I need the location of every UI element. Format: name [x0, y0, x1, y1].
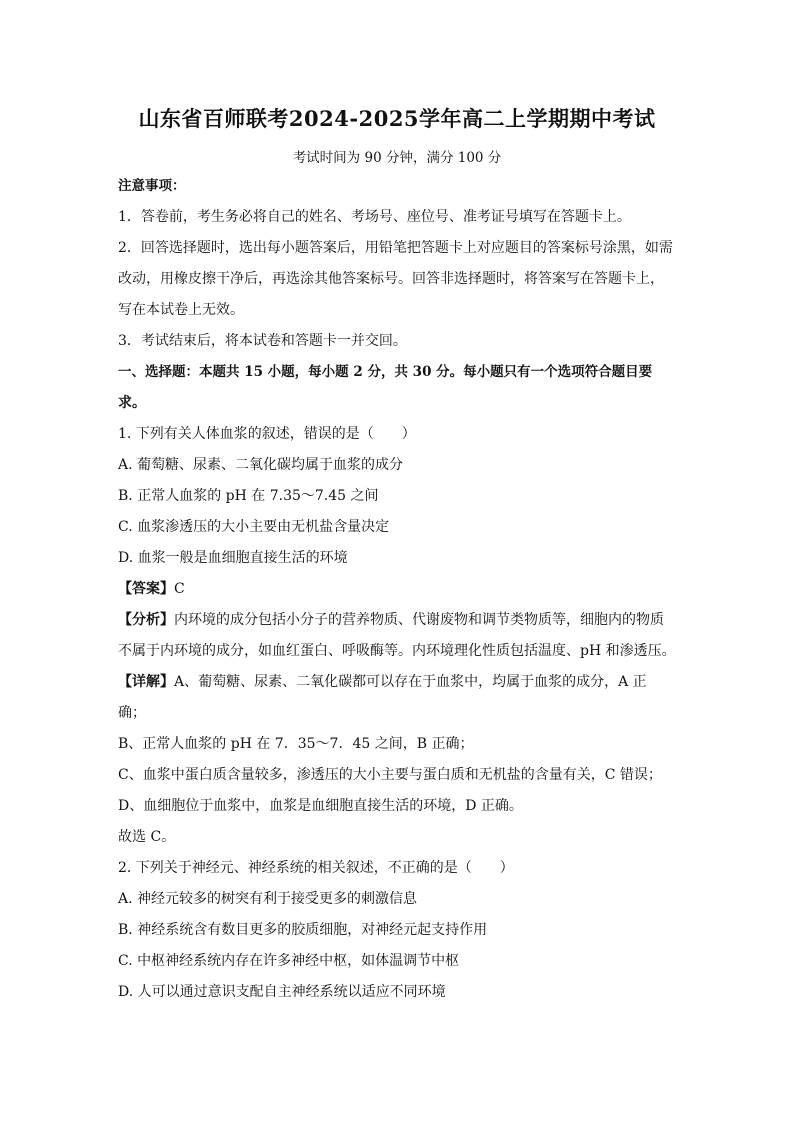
notice-heading: 注意事项：	[118, 178, 186, 194]
question-1-detail-line-2: 确；	[118, 705, 146, 721]
notice-item-2-line-1: 2．回答选择题时，选出每小题答案后，用铅笔把答题卡上对应题目的答案标号涂黑，如需	[118, 240, 673, 256]
question-1-option-b: B. 正常人血浆的 pH 在 7.35～7.45 之间	[118, 488, 379, 504]
exam-time-note: 考试时间为 90 分钟，满分 100 分	[292, 150, 502, 166]
question-2-option-d: D. 人可以通过意识支配自主神经系统以适应不同环境	[118, 984, 446, 1000]
notice-item-3: 3．考试结束后，将本试卷和答题卡一并交回。	[118, 333, 407, 349]
question-2-option-b: B. 神经系统含有数目更多的胶质细胞，对神经元起支持作用	[118, 922, 488, 938]
question-1-option-d: D. 血浆一般是血细胞直接生活的环境	[118, 550, 348, 566]
question-1-analysis-line-2: 不属于内环境的成分，如血红蛋白、呼吸酶等。内环境理化性质包括温度、pH 和渗透压。	[118, 643, 676, 659]
question-2-option-a: A. 神经元较多的树突有利于接受更多的刺激信息	[118, 891, 418, 907]
question-1-option-a: A. 葡萄糖、尿素、二氧化碳均属于血浆的成分	[118, 457, 404, 473]
analysis-tag: 【分析】	[118, 612, 174, 628]
question-1-answer	[118, 579, 678, 599]
detail-text: A、葡萄糖、尿素、二氧化碳都可以存在于血浆中，均属于血浆的成分，A 正	[174, 674, 647, 690]
question-1-detail-line-3: B、正常人血浆的 pH 在 7．35～7．45 之间，B 正确；	[118, 736, 474, 752]
question-1-option-c: C. 血浆渗透压的大小主要由无机盐含量决定	[118, 519, 390, 535]
notice-item-2-line-3: 写在本试卷上无效。	[118, 302, 244, 318]
analysis-text: 内环境的成分包括小分子的营养物质、代谢废物和调节类物质等，细胞内的物质	[174, 612, 664, 628]
section-heading-line-1: 一、选择题：本题共 15 小题，每小题 2 分，共 30 分。每小题只有一个选项符合题目要	[118, 364, 653, 380]
question-2-option-c: C. 中枢神经系统内存在许多神经中枢，如体温调节中枢	[118, 953, 460, 969]
question-1-analysis-line-1	[118, 610, 678, 630]
answer-tag: 【答案】	[118, 581, 174, 597]
page-title: 山东省百师联考2024-2025学年高二上学期期中考试	[138, 106, 656, 131]
question-2-stem: 2. 下列关于神经元、神经系统的相关叙述，不正确的是（ ）	[118, 860, 514, 876]
question-1-detail-line-1	[118, 672, 678, 692]
question-1-detail-line-4: C、血浆中蛋白质含量较多，渗透压的大小主要与蛋白质和无机盐的含量有关，C 错误；	[118, 767, 662, 783]
notice-item-2-line-2: 改动，用橡皮擦干净后，再选涂其他答案标号。回答非选择题时，将答案写在答题卡上，	[118, 271, 664, 287]
question-1-conclusion: 故选 C。	[118, 829, 176, 845]
notice-item-1: 1．答卷前，考生务必将自己的姓名、考场号、座位号、准考证号填写在答题卡上。	[118, 209, 631, 225]
question-1-stem: 1. 下列有关人体血浆的叙述，错误的是（ ）	[118, 426, 416, 442]
detail-tag: 【详解】	[118, 674, 174, 690]
answer-value: C	[174, 581, 185, 597]
section-heading-line-2: 求。	[118, 395, 146, 411]
question-1-detail-line-5: D、血细胞位于血浆中，血浆是血细胞直接生活的环境，D 正确。	[118, 798, 523, 814]
